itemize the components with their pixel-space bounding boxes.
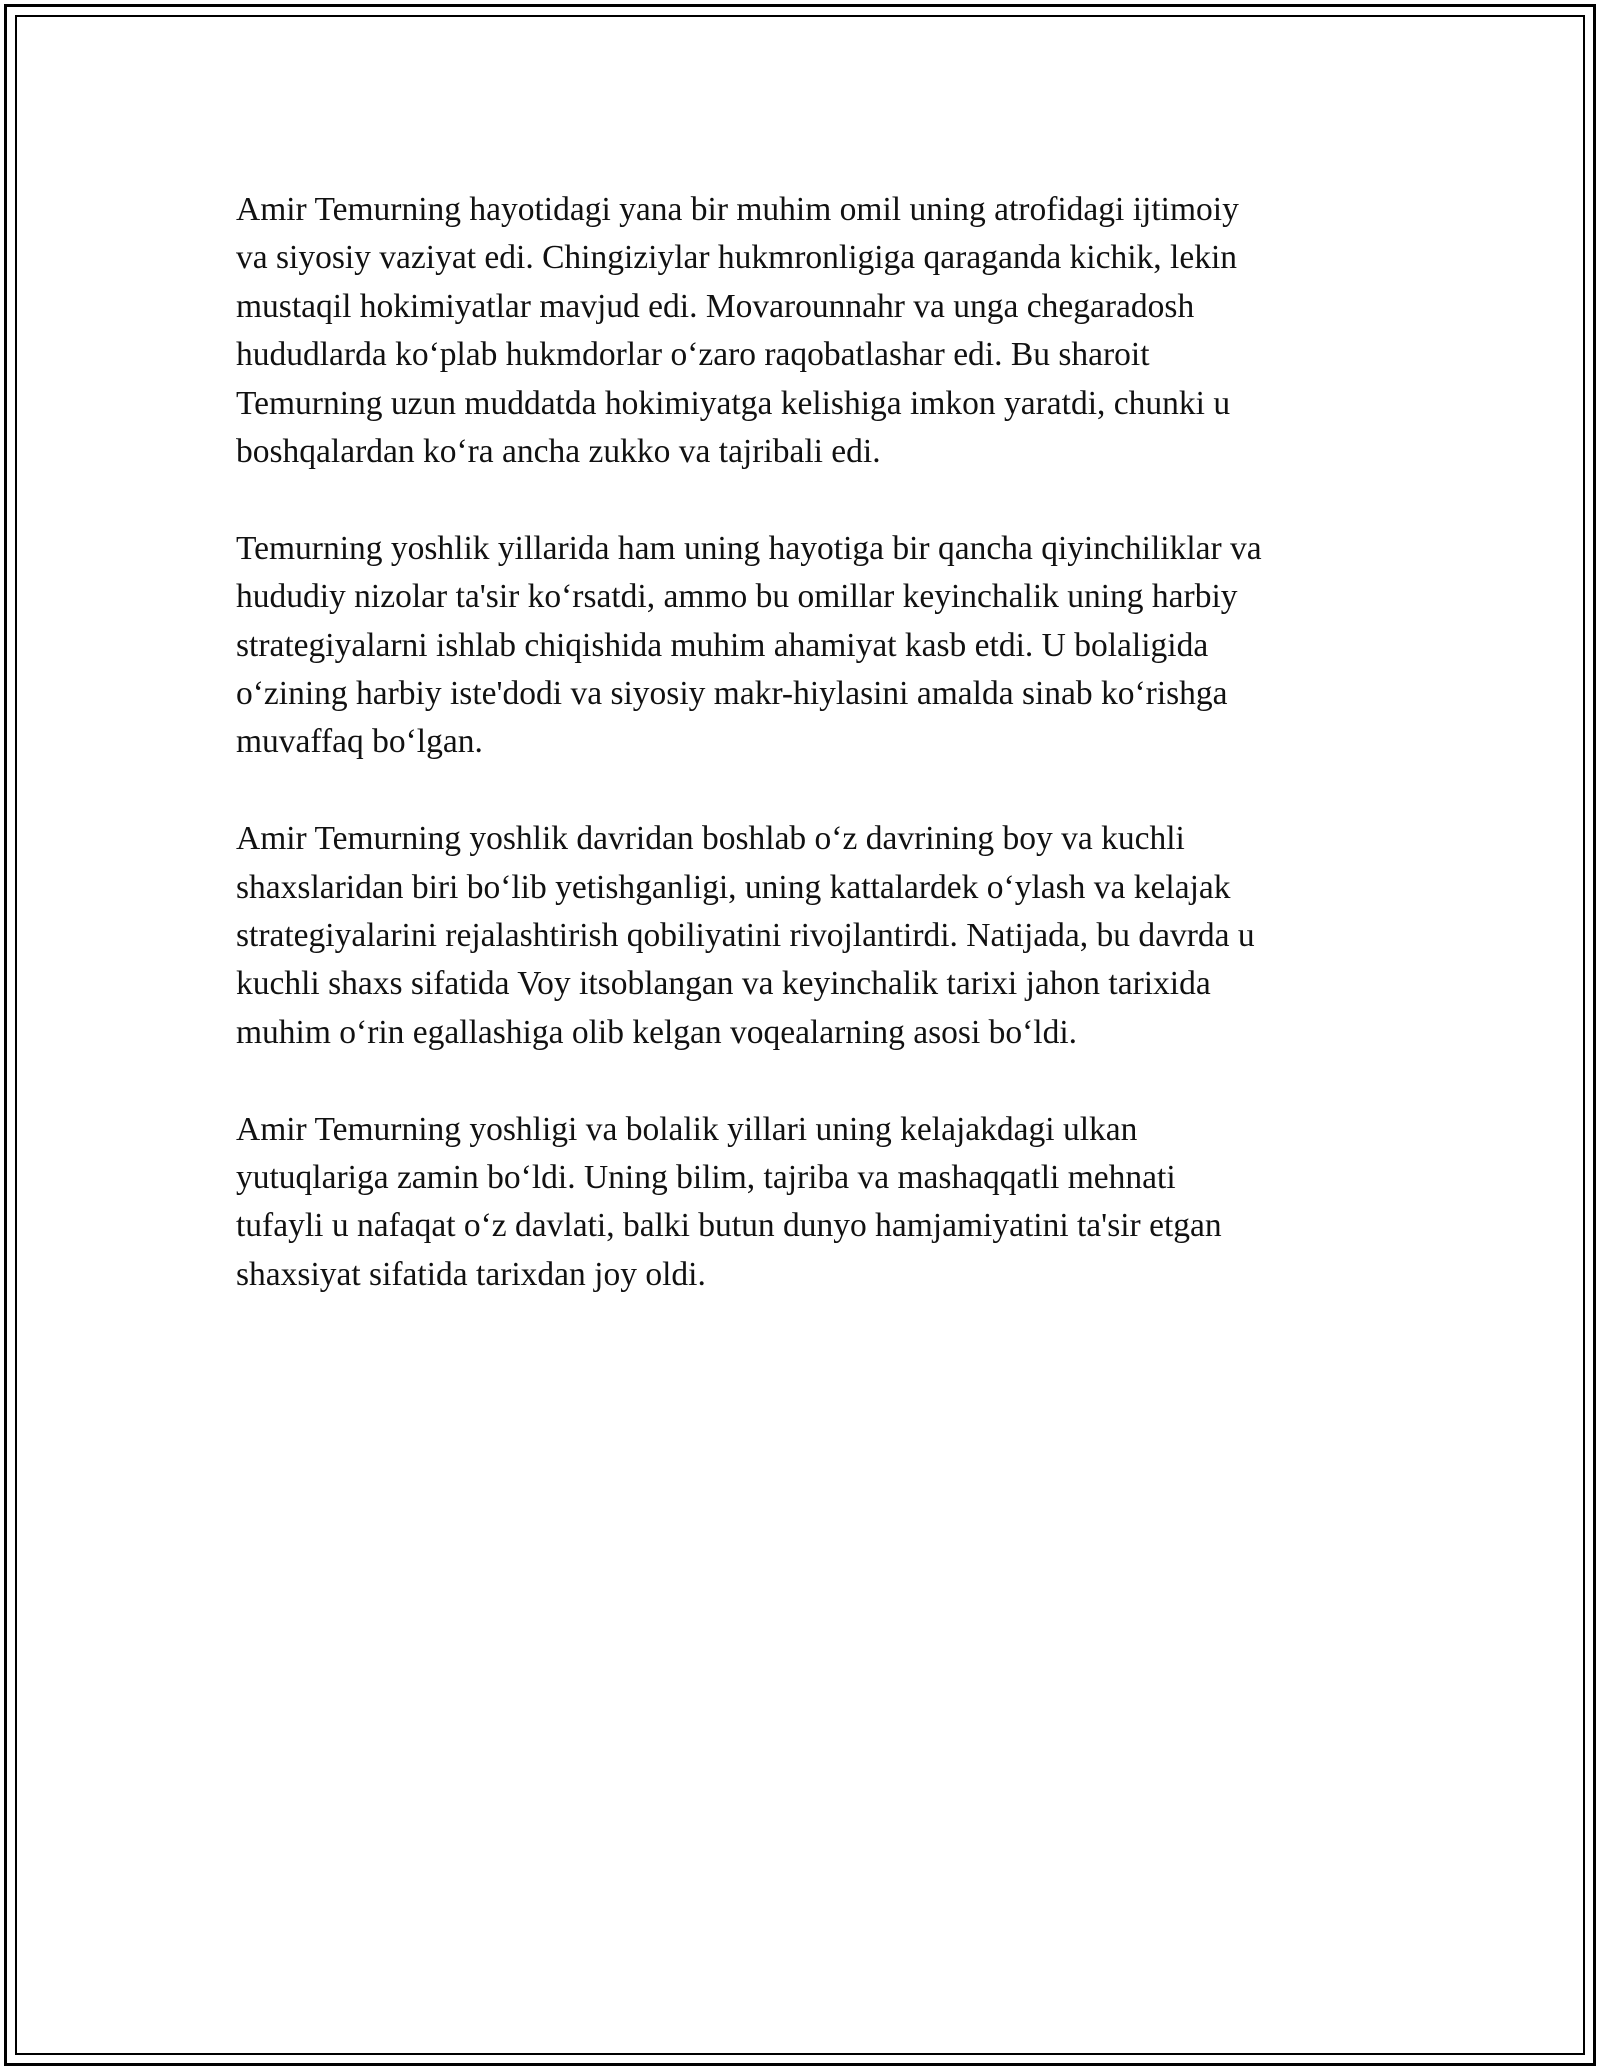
text-line: Amir Temurning yoshlik davridan boshlab o‘z davrining boy va kuchli bbox=[236, 820, 1185, 858]
text-line: shaxsiyat sifatida tarixdan joy oldi. bbox=[236, 1255, 706, 1293]
text-line: kuchli shaxs sifatida Voy itsoblangan va keyinchalik tarixi jahon tarixida bbox=[236, 965, 1211, 1003]
paragraph-3 bbox=[236, 815, 1376, 1057]
text-line: Amir Temurning hayotidagi yana bir muhim omil uning atrofidagi ijtimoiy bbox=[236, 191, 1239, 228]
text-line: hududiy nizolar ta'sir ko‘rsatdi, ammo bu omillar keyinchalik uning harbiy bbox=[236, 578, 1238, 616]
text-line: muhim o‘rin egallashiga olib kelgan voqealarning asosi bo‘ldi. bbox=[236, 1013, 1078, 1051]
text-line: strategiyalarni ishlab chiqishida muhim ahamiyat kasb etdi. U bolaligida bbox=[236, 626, 1209, 664]
document-body bbox=[236, 186, 1376, 1348]
text-line: shaxslaridan biri bo‘lib yetishganligi, uning kattalardek o‘ylash va kelajak bbox=[236, 868, 1231, 906]
text-line: Amir Temurning yoshligi va bolalik yillari uning kelajakdagi ulkan bbox=[236, 1110, 1138, 1148]
text-line: va siyosiy vaziyat edi. Chingiziylar hukmronligiga qaraganda kichik, lekin bbox=[236, 239, 1238, 277]
text-line: Temurning uzun muddatda hokimiyatga kelishiga imkon yaratdi, chunki u bbox=[236, 384, 1231, 422]
paragraph-4 bbox=[236, 1106, 1376, 1300]
paragraph-1 bbox=[236, 186, 1376, 476]
text-line: boshqalardan ko‘ra ancha zukko va tajribali edi. bbox=[236, 433, 881, 471]
text-line: yutuqlariga zamin bo‘ldi. Uning bilim, tajriba va mashaqqatli mehnati bbox=[236, 1159, 1176, 1197]
text-line: muvaffaq bo‘lgan. bbox=[236, 723, 483, 761]
text-line: strategiyalarini rejalashtirish qobiliyatini rivojlantirdi. Natijada, bu davrda u bbox=[236, 917, 1255, 955]
text-line: tufayli u nafaqat o‘z davlati, balki butun dunyo hamjamiyatini ta'sir etgan bbox=[236, 1207, 1222, 1245]
text-line: mustaqil hokimiyatlar mavjud edi. Movarounnahr va unga chegaradosh bbox=[236, 287, 1195, 325]
text-line: hududlarda ko‘plab hukmdorlar o‘zaro raqobatlashar edi. Bu sharoit bbox=[236, 336, 1150, 374]
paragraph-2 bbox=[236, 525, 1376, 767]
text-line: Temurning yoshlik yillarida ham uning hayotiga bir qancha qiyinchiliklar va bbox=[236, 529, 1262, 567]
text-line: o‘zining harbiy iste'dodi va siyosiy makr-hiylasini amalda sinab ko‘rishga bbox=[236, 675, 1228, 713]
